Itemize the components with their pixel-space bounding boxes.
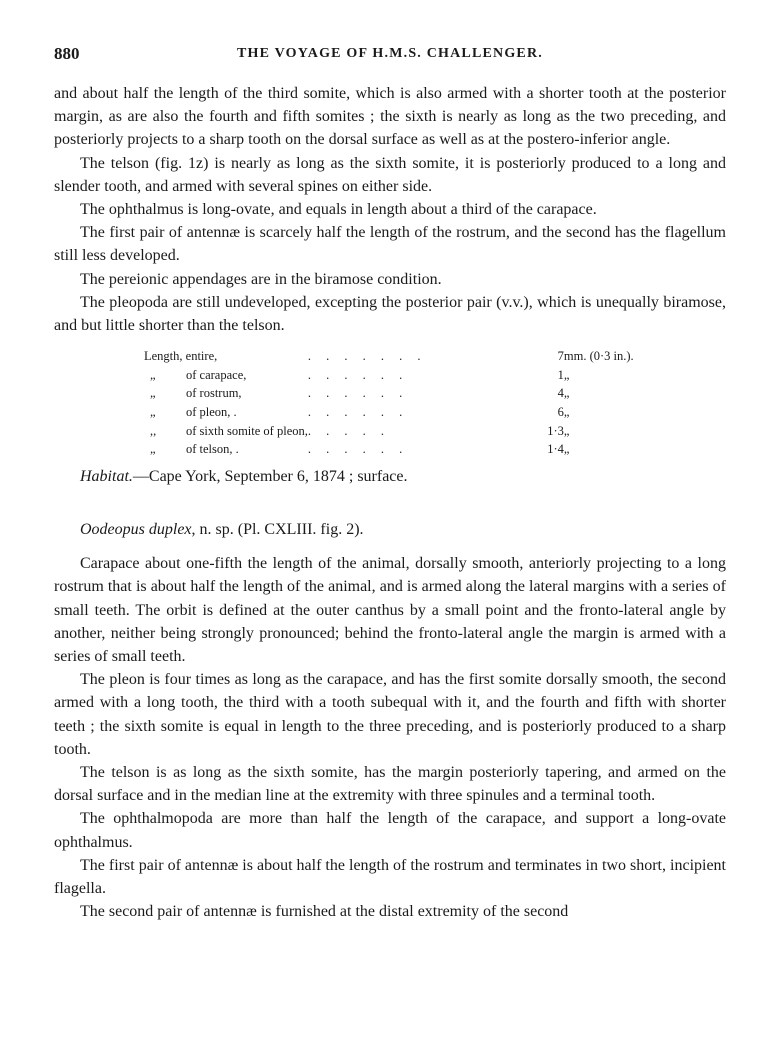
- body-text: [54, 82, 726, 923]
- measurement-label: of pleon, .: [186, 405, 237, 420]
- species-heading: [54, 518, 726, 541]
- measurement-leader-dots: . . . . . .: [307, 405, 409, 420]
- species-name: Oodeopus duplex: [80, 521, 192, 538]
- measurement-value: 6: [557, 405, 564, 420]
- measurement-unit: „: [563, 405, 570, 420]
- measurement-label: Length, entire,: [144, 349, 218, 364]
- measurement-value: 1·4: [547, 442, 564, 457]
- measurement-leader-dots: . . . . . .: [307, 367, 409, 382]
- measurement-unit: mm. (0·3 in.).: [563, 349, 634, 364]
- page-number: 880: [54, 44, 80, 63]
- measurement-value: 1·3: [547, 423, 564, 438]
- measurement-row: [144, 366, 634, 385]
- measurement-leader-dots: . . . . . .: [307, 386, 409, 401]
- habitat-text: —Cape York, September 6, 1874 ; surface.: [132, 467, 408, 485]
- ditto-mark: „: [150, 386, 156, 401]
- species-reference: , n. sp. (Pl. CXLIII. fig. 2).: [191, 521, 364, 538]
- measurement-value: 1: [557, 367, 564, 382]
- measurement-row: [144, 422, 634, 441]
- measurement-leader-dots: . . . . . . .: [307, 349, 427, 364]
- measurement-leader-dots: . . . . . .: [307, 442, 409, 457]
- habitat-label: Habitat.: [80, 467, 133, 485]
- measurement-row: [144, 347, 634, 366]
- measurement-label: of carapace,: [186, 367, 247, 382]
- paragraph-continued: and about half the length of the third somite, which is also armed with a shorter tooth at the posterior margin, as are also the fourth and fifth somites ; the sixth is nearly as long as the two preceding, and posteriorly projects to a sharp tooth on the dorsal surface as well as at the postero-inferior angle.: [54, 85, 726, 149]
- ditto-mark: ,,: [150, 423, 157, 438]
- measurement-label-cell: [144, 422, 308, 441]
- paragraph-pleopoda: The pleopoda are still undeveloped, excepting the posterior pair (v.v.), which is unequally biramose, and but little shorter than the telson.: [54, 293, 726, 335]
- ditto-mark: „: [150, 442, 156, 457]
- measurement-unit: „: [563, 423, 570, 438]
- measurement-row: [144, 440, 634, 459]
- measurement-label: of telson, .: [186, 442, 239, 457]
- page-header: [54, 44, 726, 68]
- measurement-label: of sixth somite of pleon,: [186, 423, 308, 438]
- measurement-value: 7: [557, 349, 564, 364]
- measurement-unit: „: [563, 442, 570, 457]
- paragraph-pleon: The pleon is four times as long as the carapace, and has the first somite dorsally smooth, the second armed with a long tooth, the third with a tooth subequal with it, and the fourth and fifth with shorter teeth ; the sixth somite is equal in length to the three preceding, and is posteriorly produced to a sharp tooth.: [54, 671, 726, 758]
- paragraph-antennae: The first pair of antennæ is scarcely half the length of the rostrum, and the second has the flagellum still less developed.: [54, 224, 726, 265]
- paragraph-ophthalmus: The ophthalmus is long-ovate, and equals in length about a third of the carapace.: [80, 201, 597, 219]
- paragraph-ophthalmopoda: The ophthalmopoda are more than half the length of the carapace, and support a long-ovate ophthalmus.: [54, 810, 726, 851]
- measurements-table: [144, 347, 634, 459]
- measurement-row: [144, 384, 634, 403]
- measurement-label-cell: [144, 440, 308, 459]
- measurement-unit: „: [563, 367, 570, 382]
- paragraph-telson-duplex: The telson is as long as the sixth somite, has the margin posteriorly tapering, and armed on the dorsal surface and in the median line at the extremity with three spinules and a terminal tooth.: [54, 764, 726, 805]
- paragraph-carapace: Carapace about one-fifth the length of the animal, dorsally smooth, anteriorly projecting to a long rostrum that is about half the length of the animal, and is armed along the lateral margins with a series of small teeth. The orbit is defined at the outer canthus by a small point and the fronto-lateral angle by another, neither being strongly pronounced; behind the fronto-lateral angle the margin is armed with a series of small teeth.: [54, 555, 726, 666]
- measurement-label-cell: [144, 403, 308, 422]
- measurement-value: 4: [557, 386, 564, 401]
- paragraph-second-antennae: The second pair of antennæ is furnished at the distal extremity of the second: [80, 903, 569, 921]
- measurement-row: [144, 403, 634, 422]
- ditto-mark: „: [150, 405, 156, 420]
- paragraph-pereionic: The pereionic appendages are in the biramose condition.: [80, 270, 442, 288]
- running-title: THE VOYAGE OF H.M.S. CHALLENGER.: [237, 46, 543, 61]
- paragraph-first-antennae: The first pair of antennæ is about half the length of the rostrum and terminates in two short, incipient flagella.: [54, 856, 726, 898]
- habitat-line: [54, 465, 726, 488]
- measurement-label: of rostrum,: [186, 386, 242, 401]
- measurement-leader-dots: . . . . .: [307, 423, 390, 438]
- paragraph-telson: The telson (fig. 1z) is nearly as long as the sixth somite, it is posteriorly produced to a long and slender tooth, and armed with several spines on either side.: [54, 154, 726, 195]
- ditto-mark: „: [150, 367, 156, 382]
- measurement-label-cell: [144, 366, 308, 385]
- measurement-label-cell: [144, 384, 308, 403]
- measurement-unit: „: [563, 386, 570, 401]
